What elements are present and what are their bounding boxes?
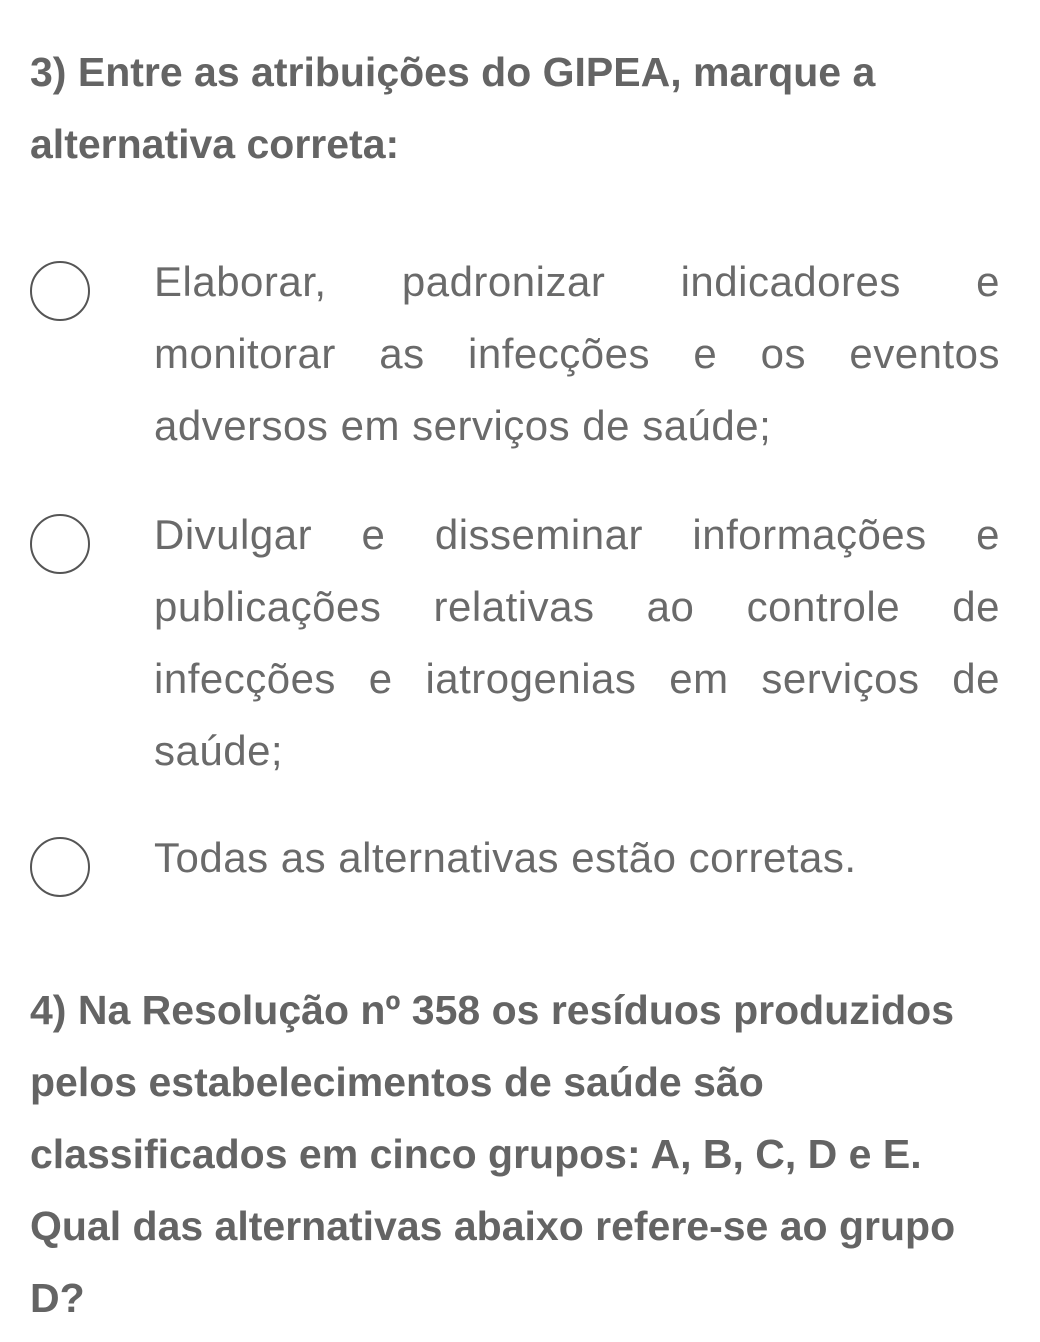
option-1-label: Elaborar, padronizar indicadores e monitorar as infecções e os eventos adversos em serviços de saúde; (154, 258, 1000, 449)
radio-button-option-1[interactable] (30, 261, 90, 321)
question-3-option-2[interactable] (30, 511, 1004, 787)
radio-button-option-2[interactable] (30, 514, 90, 574)
option-3-label: Todas as alternativas estão corretas. (154, 834, 857, 881)
question-3-option-1[interactable] (30, 258, 1004, 462)
radio-button-option-3[interactable] (30, 837, 90, 897)
question-3-title: 3) Entre as atribuições do GIPEA, marque a alternativa correta: (30, 49, 876, 167)
question-4-title: 4) Na Resolução nº 358 os resíduos produzidos pelos estabelecimentos de saúde são classificados em cinco grupos: A, B, C, D e E. Qual das alternativas abaixo refere-se ao grupo D? (30, 987, 956, 1321)
question-3-option-3[interactable] (30, 834, 1004, 897)
option-2-label: Divulgar e disseminar informações e publicações relativas ao controle de infecções e iatrogenias em serviços de saúde; (154, 511, 1000, 774)
